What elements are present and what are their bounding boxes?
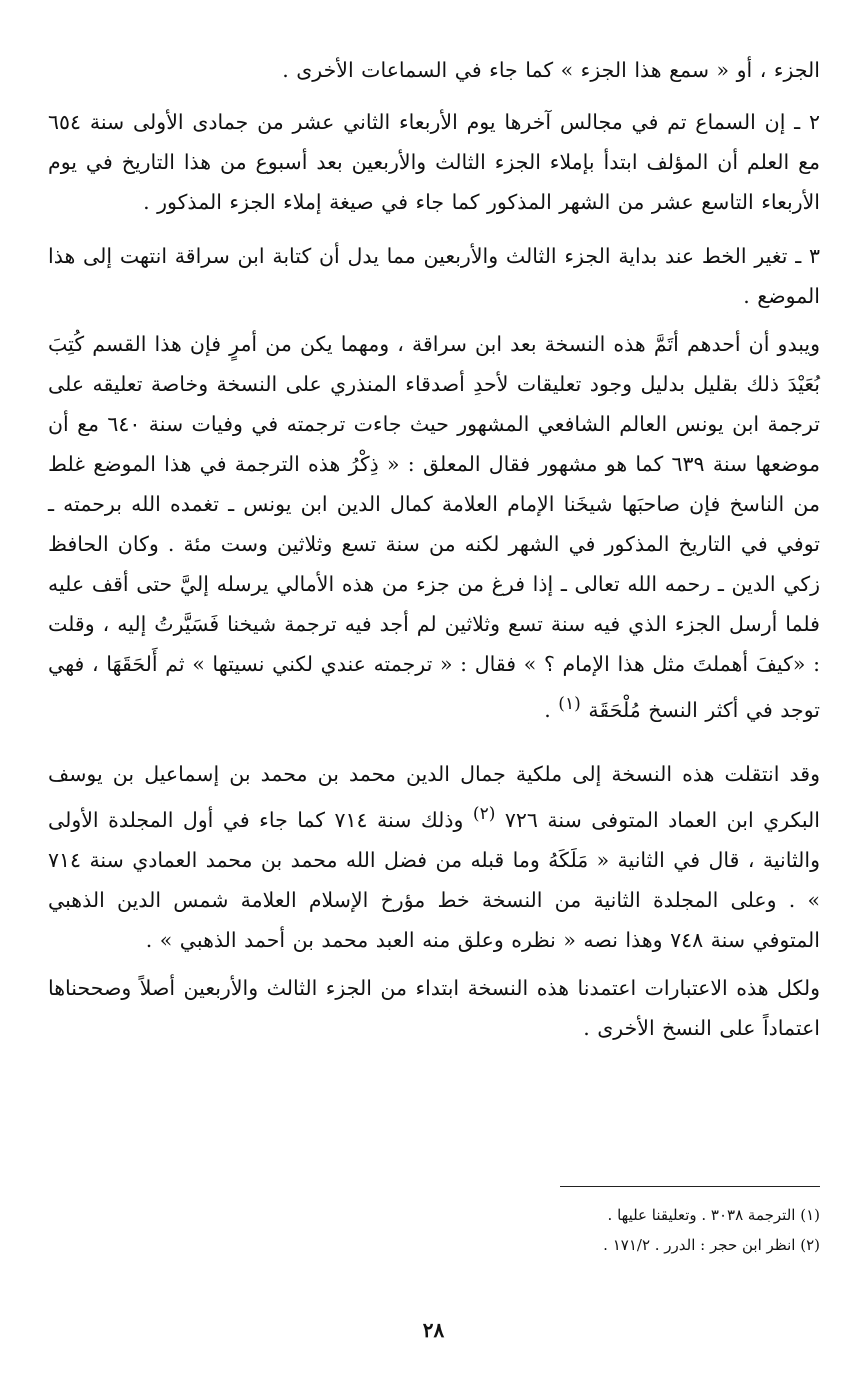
footnote-1: (١) الترجمة ٣٠٣٨ . وتعليقنا عليها . (607, 1206, 820, 1224)
paragraph-item-2: ٢ ـ إن السماع تم في مجالس آخرها يوم الأربعاء الثاني عشر من جمادى الأولى سنة ٦٥٤ مع العلم أن المؤلف ابتدأ بإملاء الجزء الثالث والأربعين بعد أسبوع من هذا التاريخ في يوم الأربعاء التاسع عشر من الشهر المذكور كما جاء في صيغة إملاء الجزء المذكور . (48, 110, 820, 214)
paragraph-completion-text: ويبدو أن أحدهم أتَمَّ هذه النسخة بعد ابن سراقة ، ومهما يكن من أمرٍ فإن هذا القسم كُتِبَ بُعَيْدَ ذلك بقليل بدليل وجود تعليقات لأحدِ أصدقاء المنذري على النسخة وخاصة تعليقه على ترجمة ابن يونس العالم الشافعي المشهور حيث جاءت ترجمته في وفيات سنة ٦٤٠ مع أن موضعها سنة ٦٣٩ كما هو مشهور فقال المعلق : « ذِكْرُ هذه الترجمة في هذا الموضع غلط من الناسخ فإن صاحبَها شيخَنا الإمام العلامة كمال الدين ابن يونس ـ تغمده الله برحمته ـ توفي في التاريخ المذكور في الشهر لكنه من سنة تسع وثلاثين وست مئة . وكان الحافظ زكي الدين ـ رحمه الله تعالى ـ إذا فرغ من جزء من هذه الأمالي يرسله إليَّ حتى أقف عليه فلما أرسل الجزء الذي فيه سنة تسع وثلاثين لم أجد فيه ترجمة شيخنا فَسَيَّرتُ إليه ، وقلت : «كيفَ أهملتَ مثل هذا الإمام ؟ » فقال : « ترجمته عندي لكني نسيتها » ثم أَلحَقَهَا ، فهي توجد في أكثر النسخ مُلْحَقَة (48, 332, 820, 722)
paragraph-ownership-text: وقد انتقلت هذه النسخة إلى ملكية جمال الدين محمد بن محمد بن إسماعيل بن يوسف البكري ابن العماد المتوفى سنة ٧٢٦ (48, 761, 820, 832)
paragraph-completion-end: . (544, 697, 559, 722)
footnotes (320, 1200, 820, 1260)
paragraph-ownership (48, 754, 820, 960)
paragraph-ownership-rest: وذلك سنة ٧١٤ كما جاء في أول المجلدة الأولى والثانية ، قال في الثانية « مَلَكَهُ وما قبله من فضل الله محمد بن محمد العمادي سنة ٧١٤ » . وعلى المجلدة الثانية من النسخة خط مؤرخ الإسلام العلامة شمس الدين الذهبي المتوفي سنة ٧٤٨ وهذا نصه « نظره وعلق منه العبد محمد بن أحمد الذهبي » . (48, 807, 820, 952)
paragraph-conclusion: ولكل هذه الاعتبارات اعتمدنا هذه النسخة ابتداء من الجزء الثالث والأربعين أصلاً وصححناها اعتماداً على النسخ الأخرى . (48, 975, 820, 1040)
footnote-ref-1: (١) (558, 694, 581, 714)
paragraph-completion (48, 324, 820, 730)
footnote-divider (560, 1186, 820, 1187)
paragraph-item-3: ٣ ـ تغير الخط عند بداية الجزء الثالث والأربعين مما يدل أن كتابة ابن سراقة انتهت إلى هذا الموضع . (48, 244, 820, 308)
footnote-ref-2: (٢) (472, 803, 496, 824)
paragraph-continuation: الجزء ، أو « سمع هذا الجزء » كما جاء في السماعات الأخرى . (282, 58, 820, 82)
page-number: ٢٨ (422, 1318, 445, 1342)
footnote-2: (٢) انظر ابن حجر : الدرر . ١٧١/٢ . (603, 1236, 820, 1254)
page-body (48, 50, 820, 1048)
